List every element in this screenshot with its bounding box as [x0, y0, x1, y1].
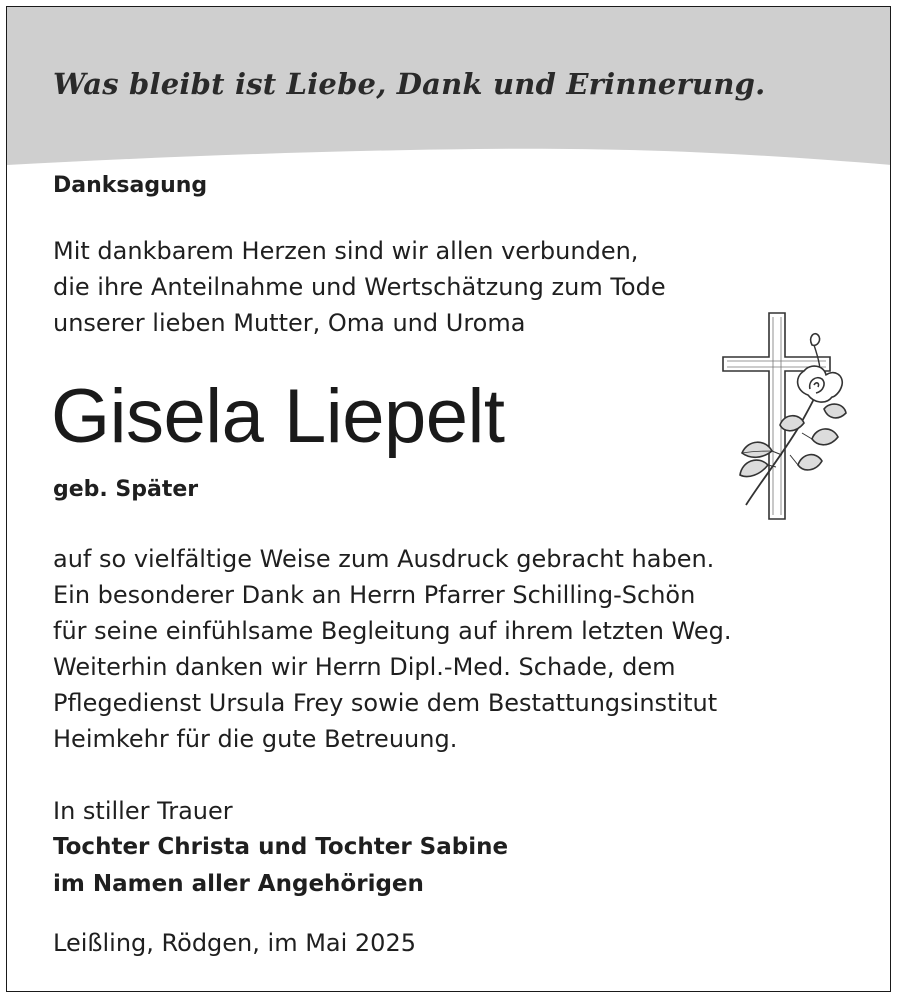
signers	[53, 829, 508, 903]
maiden-name-text: geb. Später	[53, 477, 199, 502]
body-line: auf so vielfältige Weise zum Ausdruck gebracht haben.	[53, 545, 715, 573]
body-line: Ein besonderer Dank an Herrn Pfarrer Schilling-Schön	[53, 581, 696, 609]
heading: Danksagung	[53, 173, 208, 198]
body-line: Weiterhin danken wir Herrn Dipl.-Med. Schade, dem	[53, 653, 676, 681]
signer-line: im Namen aller Angehörigen	[53, 871, 424, 897]
body-text	[53, 541, 732, 757]
intro-text	[53, 233, 666, 341]
obituary-card	[6, 6, 891, 992]
motto: Was bleibt ist Liebe, Dank und Erinnerung.	[53, 67, 766, 101]
deceased-name: Gisela Liepelt	[51, 374, 505, 459]
maiden-name	[53, 477, 198, 502]
body-line: Pflegedienst Ursula Frey sowie dem Bestattungsinstitut	[53, 689, 718, 717]
intro-line: Mit dankbarem Herzen sind wir allen verbunden,	[53, 237, 639, 265]
cross-with-rose-icon	[712, 305, 862, 525]
signer-line: Tochter Christa und Tochter Sabine	[53, 834, 509, 860]
body-line: Heimkehr für die gute Betreuung.	[53, 725, 458, 753]
body-line: für seine einfühlsame Begleitung auf ihrem letzten Weg.	[53, 617, 732, 645]
intro-line: unserer lieben Mutter, Oma und Uroma	[53, 309, 526, 337]
place-date: Leißling, Rödgen, im Mai 2025	[53, 929, 416, 957]
mourning-text: In stiller Trauer	[53, 797, 233, 825]
intro-line: die ihre Anteilnahme und Wertschätzung zum Tode	[53, 273, 666, 301]
